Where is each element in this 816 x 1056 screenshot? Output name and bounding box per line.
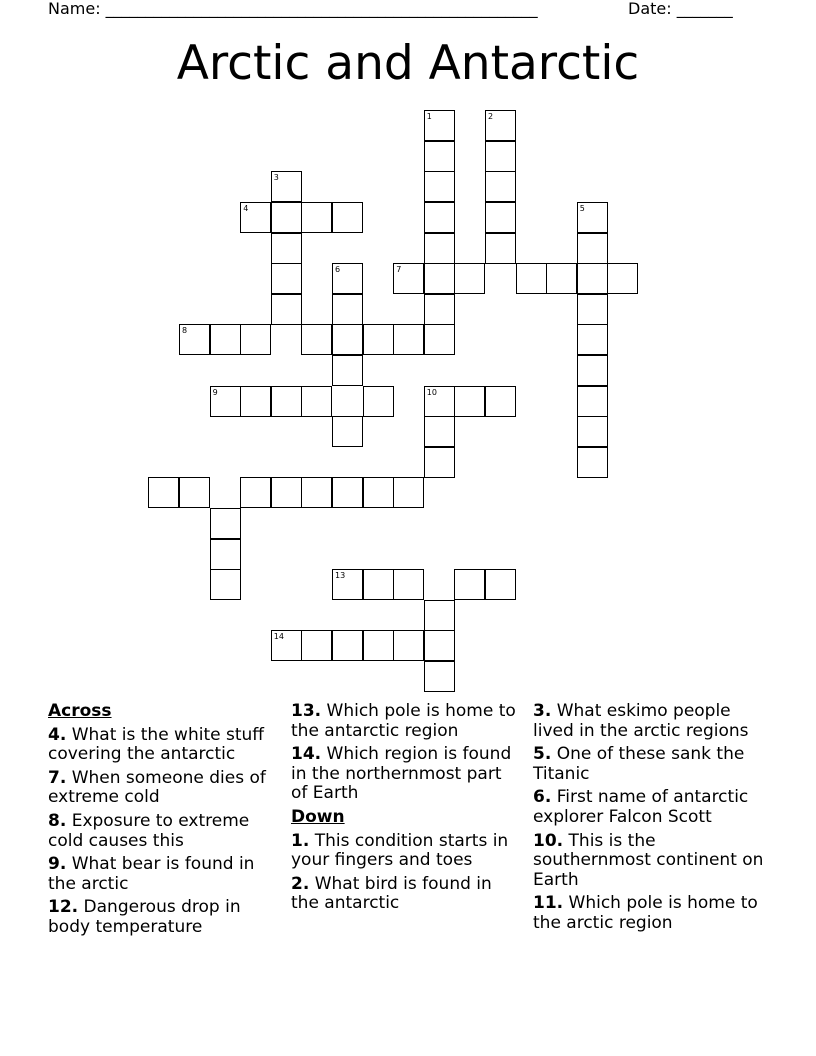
crossword-cell[interactable] [577, 294, 608, 325]
crossword-cell[interactable] [424, 294, 455, 325]
clues-column-3 [533, 702, 773, 938]
clue-number: 4. [48, 724, 67, 745]
clue-number: 13. [291, 701, 322, 721]
crossword-cell[interactable] [332, 477, 363, 508]
clue-number: 2. [291, 873, 310, 894]
crossword-cell[interactable] [516, 263, 547, 294]
crossword-cell[interactable] [424, 233, 455, 264]
crossword-cell[interactable] [485, 141, 516, 172]
crossword-cell[interactable] [577, 355, 608, 386]
crossword-cell[interactable] [577, 324, 608, 355]
crossword-cell[interactable] [577, 447, 608, 478]
across-clue-8 [48, 812, 273, 851]
clue-number-label: 7 [396, 265, 402, 275]
crossword-cell[interactable] [454, 386, 485, 417]
crossword-cell[interactable] [393, 324, 424, 355]
clue-number: 14. [291, 744, 322, 765]
crossword-cell[interactable] [485, 110, 516, 141]
crossword-cell[interactable] [424, 110, 455, 141]
clue-number-label: 1 [426, 112, 432, 122]
crossword-cell[interactable] [454, 263, 485, 294]
crossword-cell[interactable] [577, 386, 608, 417]
crossword-cell[interactable] [240, 386, 271, 417]
down-clue-1 [291, 832, 521, 871]
crossword-cell[interactable] [424, 416, 455, 447]
crossword-cell[interactable] [424, 141, 455, 172]
clue-number: 10. [533, 830, 564, 851]
crossword-cell[interactable] [577, 263, 608, 294]
clue-number: 3. [533, 701, 552, 721]
clue-number: 11. [533, 893, 564, 914]
crossword-cell[interactable] [424, 171, 455, 202]
clue-text: First name of antarctic explorer Falcon Scott [533, 787, 749, 827]
clues-column-2 [291, 702, 521, 918]
crossword-cell[interactable] [332, 630, 363, 661]
clue-text: Which region is found in the northernmost part of Earth [291, 744, 512, 804]
clue-number-label: 9 [212, 387, 218, 397]
crossword-cell[interactable] [210, 324, 241, 355]
crossword-cell[interactable] [577, 202, 608, 233]
crossword-cell[interactable] [332, 355, 363, 386]
crossword-cell[interactable] [424, 661, 455, 692]
crossword-cell[interactable] [179, 324, 210, 355]
clue-number-label: 3 [273, 173, 279, 183]
clue-text: Which pole is home to the antarctic region [291, 701, 516, 741]
crossword-cell[interactable] [424, 324, 455, 355]
crossword-cell[interactable] [393, 569, 424, 600]
clue-text: This is the southernmost continent on Earth [533, 830, 764, 890]
crossword-cell[interactable] [424, 263, 455, 294]
crossword-cell[interactable] [271, 294, 302, 325]
across-clue-4 [48, 726, 273, 765]
crossword-cell[interactable] [271, 171, 302, 202]
crossword-cell[interactable] [332, 416, 363, 447]
crossword-cell[interactable] [424, 386, 455, 417]
crossword-cell[interactable] [424, 202, 455, 233]
crossword-cell[interactable] [301, 630, 332, 661]
crossword-cell[interactable] [393, 263, 424, 294]
clue-number-label: 8 [182, 326, 188, 336]
clue-number-label: 14 [273, 632, 284, 642]
clue-number-label: 10 [426, 387, 437, 397]
clue-number: 8. [48, 810, 67, 831]
crossword-cell[interactable] [271, 630, 302, 661]
crossword-cell[interactable] [485, 569, 516, 600]
crossword-cell[interactable] [485, 386, 516, 417]
clue-text: What bird is found in the antarctic [291, 873, 492, 914]
clue-text: Dangerous drop in body temperature [48, 897, 241, 937]
clue-number: 9. [48, 854, 67, 875]
page-title: Arctic and Antarctic [176, 36, 640, 91]
crossword-cell[interactable] [332, 324, 363, 355]
clue-number-label: 5 [579, 203, 585, 213]
crossword-cell[interactable] [271, 477, 302, 508]
clue-text: One of these sank the Titanic [533, 744, 745, 784]
clue-number: 7. [48, 767, 67, 788]
across-clue-7 [48, 769, 273, 808]
crossword-cell[interactable] [424, 447, 455, 478]
clue-number-label: 2 [488, 112, 494, 122]
crossword-cell[interactable] [301, 202, 332, 233]
across-clue-12 [48, 898, 273, 937]
crossword-cell[interactable] [179, 477, 210, 508]
across-heading: Across [48, 701, 112, 721]
crossword-cell[interactable] [301, 324, 332, 355]
crossword-cell[interactable] [363, 477, 394, 508]
crossword-cell[interactable] [393, 477, 424, 508]
clue-text: Exposure to extreme cold causes this [48, 810, 250, 851]
date-field-label: Date: _______ [628, 0, 733, 18]
down-clue-5 [533, 745, 773, 784]
crossword-cell[interactable] [454, 569, 485, 600]
crossword-cell[interactable] [271, 202, 302, 233]
crossword-cell[interactable] [424, 630, 455, 661]
crossword-cell[interactable] [485, 171, 516, 202]
crossword-cell[interactable] [240, 324, 271, 355]
crossword-cell[interactable] [424, 600, 455, 631]
clue-number-label: 13 [335, 571, 346, 581]
down-clue-6 [533, 788, 773, 827]
crossword-cell[interactable] [271, 233, 302, 264]
across-clue-14 [291, 745, 521, 804]
clue-text: This condition starts in your fingers and toes [291, 830, 509, 871]
across-clue-9 [48, 855, 273, 894]
crossword-cell[interactable] [148, 477, 179, 508]
crossword-cell[interactable] [577, 233, 608, 264]
clue-number: 12. [48, 897, 79, 918]
down-clue-10 [533, 832, 773, 891]
crossword-cell[interactable] [301, 477, 332, 508]
crossword-cell[interactable] [210, 386, 241, 417]
clue-number-label: 6 [335, 265, 341, 275]
crossword-cell[interactable] [210, 569, 241, 600]
clues-column-1 [48, 702, 273, 942]
crossword-cell[interactable] [240, 202, 271, 233]
crossword-cell[interactable] [363, 630, 394, 661]
crossword-cell[interactable] [577, 416, 608, 447]
clue-number: 6. [533, 787, 552, 808]
crossword-cell[interactable] [210, 508, 241, 539]
crossword-cell[interactable] [240, 477, 271, 508]
crossword-cell[interactable] [546, 263, 577, 294]
down-clue-11 [533, 894, 773, 933]
crossword-cell[interactable] [363, 569, 394, 600]
clue-text: What bear is found in the arctic [48, 854, 255, 894]
down-heading: Down [291, 806, 345, 827]
across-clue-13 [291, 702, 521, 741]
clue-number: 5. [533, 744, 552, 765]
clue-text: Which pole is home to the arctic region [533, 893, 758, 933]
crossword-cell[interactable] [332, 202, 363, 233]
crossword-cell[interactable] [271, 263, 302, 294]
crossword-cell[interactable] [332, 294, 363, 325]
crossword-cell[interactable] [607, 263, 638, 294]
crossword-cell[interactable] [301, 386, 332, 417]
crossword-cell[interactable] [485, 202, 516, 233]
name-field-label: Name: ______________________________________________________ [48, 0, 538, 18]
clue-text: When someone dies of extreme cold [48, 767, 266, 808]
clue-number: 1. [291, 830, 310, 851]
clue-text: What eskimo people lived in the arctic regions [533, 701, 749, 741]
crossword-cell[interactable] [393, 630, 424, 661]
clue-number-label: 4 [243, 203, 249, 213]
crossword-cell[interactable] [271, 386, 302, 417]
crossword-cell[interactable] [332, 569, 363, 600]
down-clue-2 [291, 875, 521, 914]
crossword-cell[interactable] [363, 324, 394, 355]
crossword-cell[interactable] [332, 263, 363, 294]
clue-text: What is the white stuff covering the antarctic [48, 724, 264, 765]
crossword-cell[interactable] [363, 386, 394, 417]
crossword-cell[interactable] [210, 539, 241, 570]
down-clue-3 [533, 702, 773, 741]
crossword-cell[interactable] [485, 233, 516, 264]
